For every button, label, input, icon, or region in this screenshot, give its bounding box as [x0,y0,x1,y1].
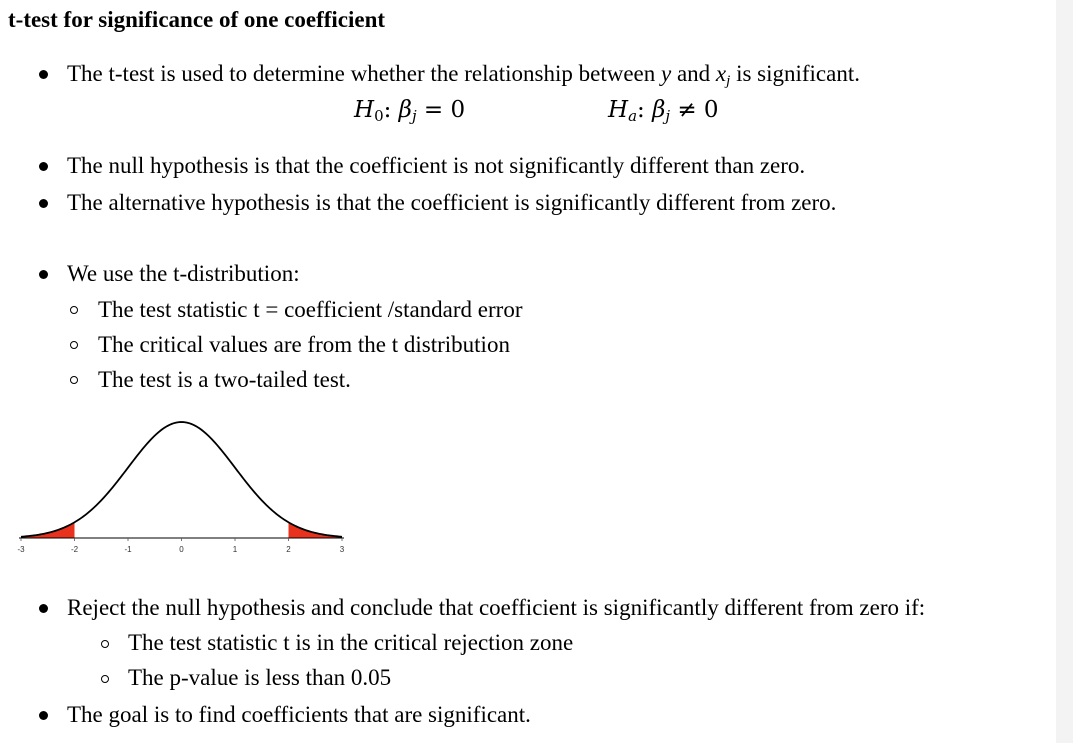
bullet-text-mid: and [671,61,716,86]
null-hypothesis-formula [354,96,465,124]
bullet-text-after: is significant. [730,61,860,86]
x-tick-label: 1 [232,545,238,554]
bullet-goal: The goal is to find coefficients that are significant. [67,702,531,727]
variable-x: x [715,61,727,86]
bullet-t-distribution: We use the t-distribution: [67,261,300,286]
sub-item-p-value: The p-value is less than 0.05 [128,665,392,690]
bullet-dot [39,604,48,613]
bullet-dot [39,711,48,720]
x-tick-label: -3 [17,545,25,554]
x-tick-label: 0 [179,545,184,554]
sub-bullet-circle [101,675,109,683]
bullet-relationship [67,60,860,88]
sub-item-two-tailed: The test is a two-tailed test. [98,367,351,392]
h0-relation: = 0 [416,97,466,123]
ha-symbol: H [608,97,629,123]
distribution-curve [21,422,342,537]
bullet-alternative-hypothesis: The alternative hypothesis is that the coefficient is significantly different from zero. [67,190,837,215]
ha-beta: β [652,97,666,123]
sub-bullet-circle [70,341,78,349]
sub-bullet-circle [70,306,78,314]
h0-beta-subscript: j [411,107,417,125]
page-title: t-test for significance of one coefficient [8,7,386,32]
alternative-hypothesis-formula [608,96,719,124]
x-tick-label: 2 [286,545,291,554]
variable-y: y [660,61,672,86]
x-tick-label: 3 [339,545,345,554]
bullet-null-hypothesis: The null hypothesis is that the coefficient is not significantly different than zero. [67,153,806,178]
t-distribution-chart [0,400,360,570]
sub-bullet-circle [101,640,109,648]
bullet-reject-null: Reject the null hypothesis and conclude that coefficient is significantly different from zero if: [67,595,926,620]
variable-x-subscript: j [726,73,731,89]
h0-symbol: H [354,97,375,123]
bullet-dot [39,270,48,279]
ha-colon: : [637,97,653,123]
ha-subscript: a [628,107,638,125]
h0-colon: : [383,97,399,123]
x-tick-label: -1 [124,545,132,554]
ha-beta-subscript: j [665,107,671,125]
x-tick-label: -2 [70,545,79,554]
bullet-dot [39,70,48,79]
scrollbar-track [1056,0,1073,743]
sub-item-critical-values: The critical values are from the t distribution [98,332,510,357]
bullet-dot [39,162,48,171]
sub-bullet-circle [70,376,78,384]
ha-relation: ≠ 0 [670,97,719,123]
h0-beta: β [398,97,412,123]
bullet-dot [39,199,48,208]
sub-item-test-statistic: The test statistic t = coefficient /standard error [98,297,523,322]
h0-subscript: 0 [374,107,384,125]
bullet-text-before: The t-test is used to determine whether the relationship between [67,61,661,86]
sub-item-rejection-zone: The test statistic t is in the critical rejection zone [128,630,574,655]
